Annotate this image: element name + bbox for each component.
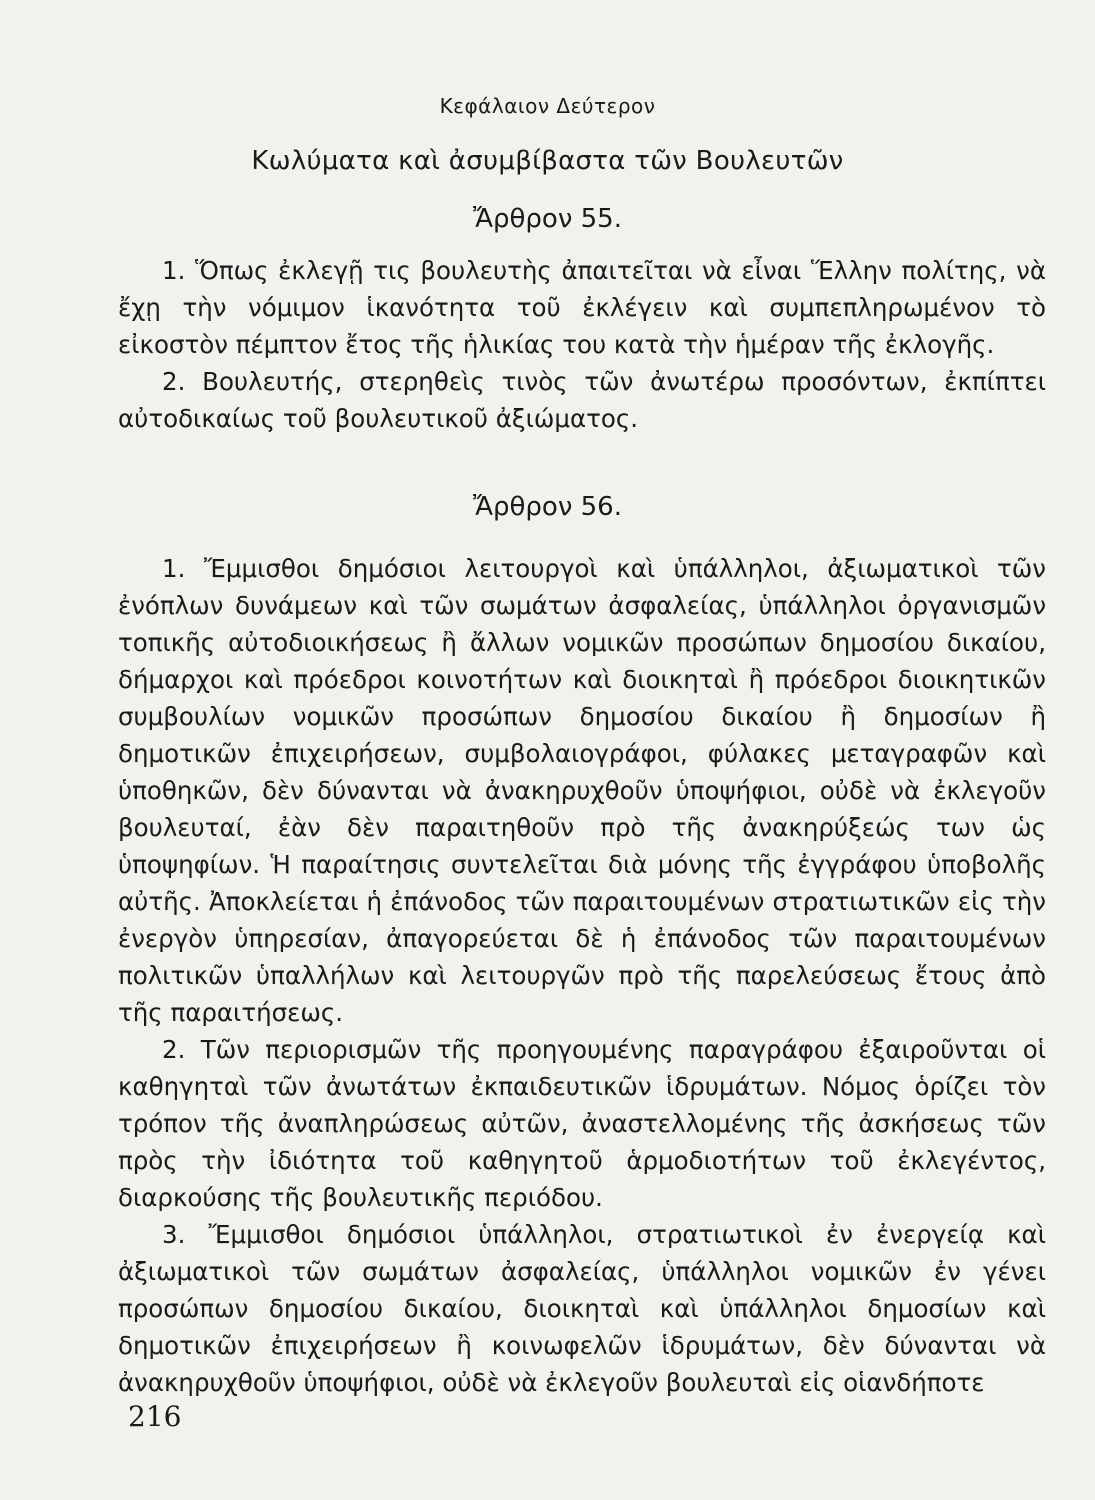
article-55-paragraph-2: 2. Βουλευτής, στερηθεὶς τινὸς τῶν ἀνωτέρω προσόντων, ἐκπίπτει αὐτοδικαίως τοῦ βουλευτικοῦ ἀξιώματος.: [118, 367, 1046, 433]
article-55-heading: Ἄρθρον 55.: [473, 204, 622, 234]
chapter-label: Κεφάλαιον Δεύτερον: [439, 94, 656, 118]
section-title: Κωλύματα καὶ ἀσυμβίβαστα τῶν Βουλευτῶν: [251, 146, 844, 176]
article-55-paragraph-1: 1. Ὅπως ἐκλεγῇ τις βουλευτὴς ἀπαιτεῖται νὰ εἶναι Ἕλλην πολίτης, νὰ ἔχῃ τὴν νόμιμον ἱκανότητα τοῦ ἐκλέγειν καὶ συμπεπληρωμένον τὸ εἰκοστὸν πέμπτον ἔτος τῆς ἡλικίας του κατὰ τὴν ἡμέραν τῆς ἐκλογῆς.: [118, 256, 1046, 359]
article-56-paragraph-2: 2. Τῶν περιορισμῶν τῆς προηγουμένης παραγράφου ἐξαιροῦνται οἱ καθηγηταὶ τῶν ἀνωτάτων ἐκπαιδευτικῶν ἱδρυμάτων. Νόμος ὁρίζει τὸν τρόπον τῆς ἀναπληρώσεως αὐτῶν, ἀναστελλομένης τῆς ἀσκήσεως τῶν πρὸς τὴν ἰδιότητα τοῦ καθηγητοῦ ἁρμοδιοτήτων τοῦ ἐκλεγέντος, διαρκούσης τῆς βουλευτικῆς περιόδου.: [118, 1035, 1046, 1212]
article-55-body: [118, 252, 1046, 437]
page-number: 216: [128, 1400, 182, 1433]
article-56-paragraph-3: 3. Ἔμμισθοι δημόσιοι ὑπάλληλοι, στρατιωτικοὶ ἐν ἐνεργείᾳ καὶ ἀξιωματικοὶ τῶν σωμάτων ἀσφαλείας, ὑπάλληλοι νομικῶν ἐν γένει προσώπων δημοσίου δικαίου, διοικηταὶ καὶ ὑπάλληλοι δημοσίων καὶ δημοτικῶν ἐπιχειρήσεων ἢ κοινωφελῶν ἱδρυμάτων, δὲν δύνανται νὰ ἀνακηρυχθοῦν ὑποψήφιοι, οὐδὲ νὰ ἐκλεγοῦν βουλευταὶ εἰς οἱανδήποτε: [118, 1220, 1046, 1397]
article-56-heading: Ἄρθρον 56.: [473, 492, 622, 522]
article-56-body: [118, 550, 1046, 1401]
article-56-paragraph-1: 1. Ἔμμισθοι δημόσιοι λειτουργοὶ καὶ ὑπάλληλοι, ἀξιωματικοὶ τῶν ἐνόπλων δυνάμεων καὶ τῶν σωμάτων ἀσφαλείας, ὑπάλληλοι ὀργανισμῶν τοπικῆς αὐτοδιοικήσεως ἢ ἄλλων νομικῶν προσώπων δημοσίου δικαίου, δήμαρχοι καὶ πρόεδροι κοινοτήτων καὶ διοικηταὶ ἢ πρόεδροι διοικητικῶν συμβουλίων νομικῶν προσώπων δημοσίου δικαίου ἢ δημοσίων ἢ δημοτικῶν ἐπιχειρήσεων, συμβολαιογράφοι, φύλακες μεταγραφῶν καὶ ὑποθηκῶν, δὲν δύνανται νὰ ἀνακηρυχθοῦν ὑποψήφιοι, οὐδὲ νὰ ἐκλεγοῦν βουλευταί, ἐὰν δὲν παραιτηθοῦν πρὸ τῆς ἀνακηρύξεώς των ὡς ὑποψηφίων. Ἡ παραίτησις συντελεῖται διὰ μόνης τῆς ἐγγράφου ὑποβολῆς αὐτῆς. Ἀποκλείεται ἡ ἐπάνοδος τῶν παραιτουμένων στρατιωτικῶν εἰς τὴν ἐνεργὸν ὑπηρεσίαν, ἀπαγορεύεται δὲ ἡ ἐπάνοδος τῶν παραιτουμένων πολιτικῶν ὑπαλλήλων καὶ λειτουργῶν πρὸ τῆς παρελεύσεως ἔτους ἀπὸ τῆς παραιτήσεως.: [118, 554, 1046, 1027]
